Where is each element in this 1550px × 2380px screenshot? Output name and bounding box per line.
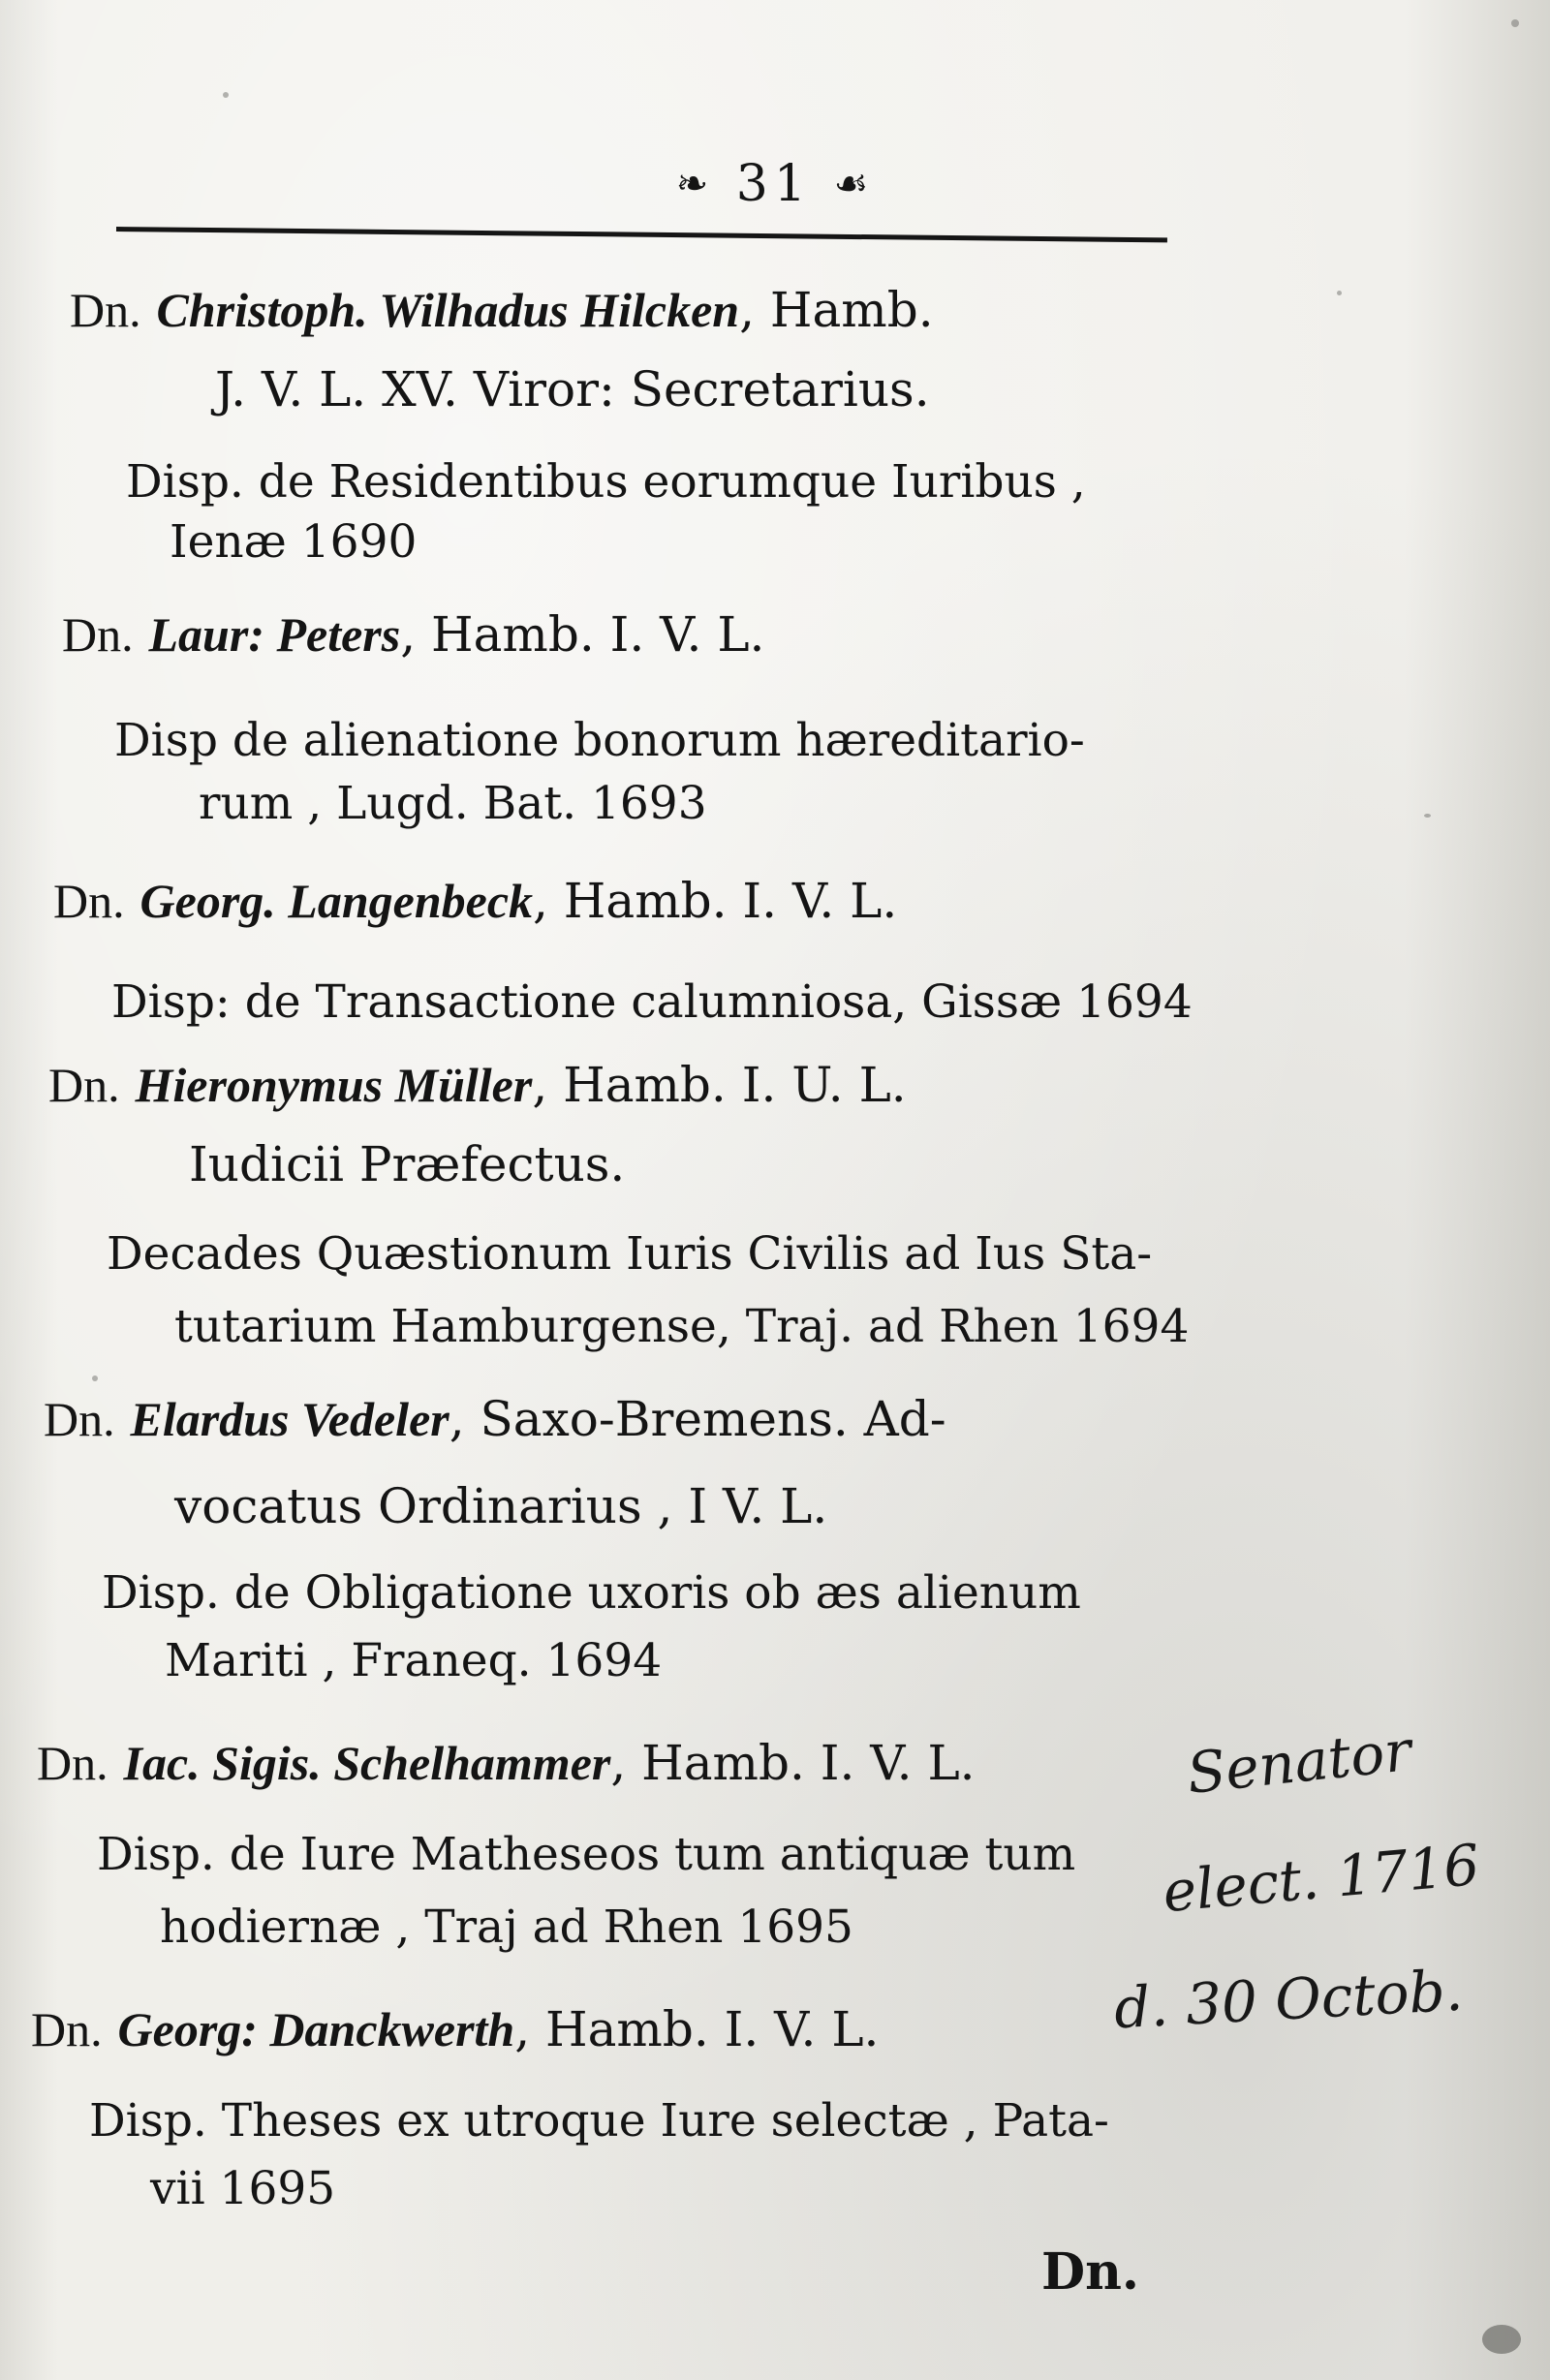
entry-title: , Hamb. bbox=[739, 282, 934, 338]
entry-dissertation-cont: rum , Lugd. Bat. 1693 bbox=[199, 777, 707, 830]
entry-office: J. V. L. XV. Viror: Secretarius. bbox=[215, 361, 930, 417]
entry-prefix: Dn. bbox=[48, 1058, 120, 1112]
entry-office: Iudicii Præfectus. bbox=[189, 1136, 626, 1192]
ornament-left-icon: ❧ bbox=[675, 162, 715, 206]
entry-dissertation-cont: vii 1695 bbox=[150, 2162, 336, 2215]
entry-dissertation: Disp. de Iure Matheseos tum antiquæ tum bbox=[97, 1828, 1076, 1881]
entry-title: , Hamb. I. V. L. bbox=[400, 606, 765, 663]
entry-title: , Saxo-Bremens. Ad- bbox=[449, 1391, 946, 1447]
entry-prefix: Dn. bbox=[62, 607, 134, 662]
entry-dissertation-cont: tutarium Hamburgense, Traj. ad Rhen 1694 bbox=[174, 1300, 1190, 1353]
paper-speck bbox=[1424, 814, 1431, 818]
entry-prefix: Dn. bbox=[70, 283, 141, 337]
entry-name: Georg. Langenbeck bbox=[140, 874, 534, 928]
entry-name: Laur: Peters bbox=[148, 607, 401, 662]
entry-dissertation: Disp: de Transactione calumniosa, Gissæ 1694 bbox=[111, 975, 1193, 1029]
entry-name: Elardus Vedeler bbox=[130, 1392, 450, 1446]
handwritten-note-line3: d. 30 Octob. bbox=[1112, 1957, 1465, 2042]
paper-speck bbox=[223, 92, 229, 98]
entry-title: , Hamb. I. V. L. bbox=[514, 2001, 880, 2057]
entry-name: Hieronymus Müller bbox=[135, 1058, 533, 1112]
entry-dissertation: Disp. Theses ex utroque Iure selectæ , Pata- bbox=[89, 2094, 1109, 2148]
entry-office: vocatus Ordinarius , I V. L. bbox=[174, 1478, 828, 1534]
paper-speck bbox=[1511, 19, 1519, 27]
entry-heading bbox=[37, 1734, 976, 1792]
paper-speck bbox=[1482, 2325, 1521, 2354]
entry-heading bbox=[48, 1056, 907, 1114]
entry-heading bbox=[62, 605, 764, 664]
entry-dissertation: Decades Quæstionum Iuris Civilis ad Ius Sta- bbox=[107, 1227, 1153, 1281]
entry-title: , Hamb. I. V. L. bbox=[533, 873, 898, 929]
header-rule bbox=[116, 227, 1167, 242]
entry-name: Georg: Danckwerth bbox=[117, 2002, 515, 2056]
ornament-right-icon: ☙ bbox=[833, 162, 875, 206]
entry-heading bbox=[31, 2000, 879, 2058]
entry-dissertation-cont: hodiernæ , Traj ad Rhen 1695 bbox=[160, 1901, 853, 1954]
catchword: Dn. bbox=[1041, 2242, 1140, 2302]
entry-heading bbox=[44, 1390, 946, 1448]
entry-name: Christoph. Wilhadus Hilcken bbox=[156, 283, 740, 337]
entry-dissertation: Disp. de Residentibus eorumque Iuribus , bbox=[126, 455, 1086, 509]
paper-speck bbox=[92, 1375, 98, 1381]
entry-title: , Hamb. I. V. L. bbox=[610, 1735, 976, 1791]
handwritten-note-line1: Senator bbox=[1184, 1717, 1414, 1807]
entry-dissertation-cont: Mariti , Franeq. 1694 bbox=[165, 1634, 663, 1687]
entry-prefix: Dn. bbox=[53, 874, 125, 928]
entry-prefix: Dn. bbox=[31, 2002, 103, 2056]
page-number: 31 bbox=[735, 155, 812, 213]
entry-prefix: Dn. bbox=[37, 1736, 108, 1790]
entry-prefix: Dn. bbox=[44, 1392, 115, 1446]
entry-heading bbox=[53, 872, 897, 930]
entry-dissertation-cont: Ienæ 1690 bbox=[170, 515, 418, 569]
entry-name: Iac. Sigis. Schelhammer bbox=[123, 1736, 611, 1790]
page-header bbox=[0, 155, 1550, 213]
handwritten-note-line2: elect. 1716 bbox=[1160, 1831, 1482, 1926]
entry-dissertation: Disp. de Obligatione uxoris ob æs alienum bbox=[102, 1566, 1081, 1620]
entry-heading bbox=[70, 281, 934, 339]
entry-title: , Hamb. I. U. L. bbox=[532, 1057, 907, 1113]
entry-dissertation: Disp de alienatione bonorum hæreditario- bbox=[114, 714, 1085, 767]
paper-speck bbox=[1337, 291, 1342, 295]
